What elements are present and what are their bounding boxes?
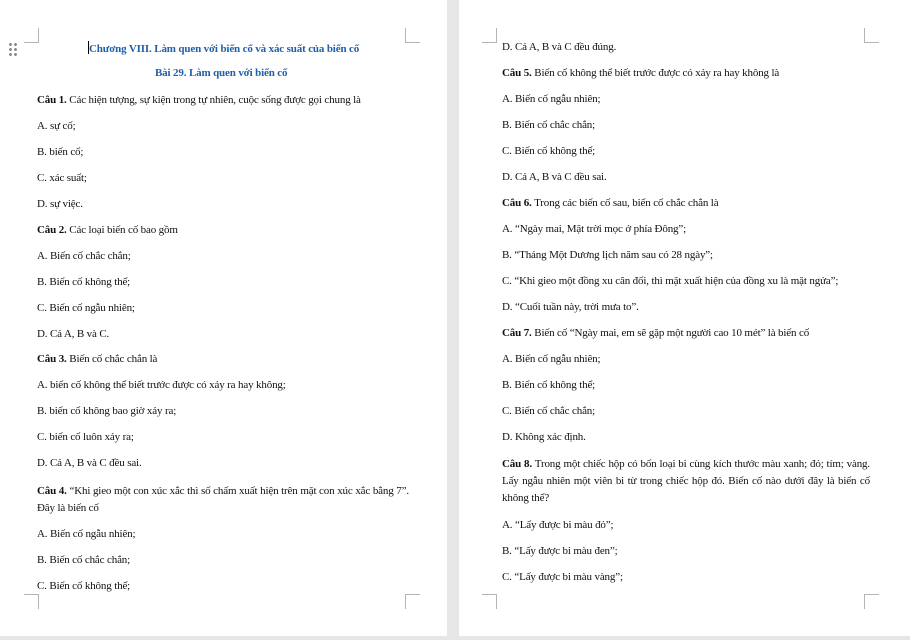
q2-option-c: C. Biến cố ngẫu nhiên; [37,302,135,314]
chapter-heading: Chương VIII. Làm quen với biến cố và xác suất của biến cố [89,43,360,55]
q3-option-b: B. biến cố không bao giờ xảy ra; [37,405,177,417]
question-4: Câu 4. “Khi gieo một con xúc xắc thì số chấm xuất hiện trên mặt con xúc xắc bằng 7”. Đây là biến cố [37,485,409,514]
q5-option-c: C. Biến cố không thể; [502,145,596,157]
margin-corner-mark [24,594,39,609]
question-8: Câu 8. Trong một chiếc hộp có bốn loại bi cùng kích thước màu xanh; đỏ; tím; vàng. Lấy ngẫu nhiên một viên bi từ trong chiếc hộp đó. Biến cố nào dưới đây là biến cố không thể? [502,458,870,504]
q7-option-b: B. Biến cố không thể; [502,379,596,391]
q6-option-b: B. “Tháng Một Dương lịch năm sau có 28 ngày”; [502,249,713,261]
question-3: Câu 3. Biến cố chắc chắn là [37,353,158,365]
q6-option-d: D. “Cuối tuần này, trời mưa to”. [502,301,639,313]
q5-option-d: D. Cả A, B và C đều sai. [502,171,607,183]
q1-option-d: D. sự việc. [37,198,83,210]
lesson-heading: Bài 29. Làm quen với biến cố [155,67,288,79]
q7-option-d: D. Không xác định. [502,431,586,443]
q3-option-a: A. biến cố không thể biết trước được có xảy ra hay không; [37,379,286,391]
margin-corner-mark [482,28,497,43]
question-2: Câu 2. Các loại biến cố bao gồm [37,224,178,236]
q8-option-a: A. “Lấy được bi màu đỏ”; [502,519,614,531]
margin-corner-mark [864,594,879,609]
q3-option-d: D. Cả A, B và C đều sai. [37,457,142,469]
q3-option-c: C. biến cố luôn xảy ra; [37,431,134,443]
q5-option-b: B. Biến cố chắc chắn; [502,119,596,131]
document-page-right [459,0,910,636]
q4-option-d: D. Cả A, B và C đều đúng. [502,41,617,53]
q1-option-b: B. biến cố; [37,146,84,158]
drag-handle-icon[interactable] [8,42,18,58]
q6-option-c: C. “Khi gieo một đồng xu cân đối, thì mặt xuất hiện của đồng xu là mặt ngửa”; [502,275,839,287]
q8-option-c: C. “Lấy được bi màu vàng”; [502,571,623,583]
margin-corner-mark [405,594,420,609]
q4-option-b: B. Biến cố chắc chắn; [37,554,131,566]
q2-option-a: A. Biến cố chắc chắn; [37,250,131,262]
q1-option-c: C. xác suất; [37,172,87,184]
margin-corner-mark [864,28,879,43]
question-6: Câu 6. Trong các biến cố sau, biến cố chắc chắn là [502,197,719,209]
q4-option-a: A. Biến cố ngẫu nhiên; [37,528,136,540]
q2-option-d: D. Cả A, B và C. [37,328,110,340]
margin-corner-mark [482,594,497,609]
question-1: Câu 1. Các hiện tượng, sự kiện trong tự nhiên, cuộc sống được gọi chung là [37,94,361,106]
q4-option-c: C. Biến cố không thể; [37,580,131,592]
q7-option-a: A. Biến cố ngẫu nhiên; [502,353,601,365]
margin-corner-mark [405,28,420,43]
q5-option-a: A. Biến cố ngẫu nhiên; [502,93,601,105]
q1-option-a: A. sự cố; [37,120,76,132]
question-5: Câu 5. Biến cố không thể biết trước được có xảy ra hay không là [502,67,780,79]
document-page-left [0,0,447,636]
q2-option-b: B. Biến cố không thể; [37,276,131,288]
question-7: Câu 7. Biến cố “Ngày mai, em sẽ gặp một người cao 10 mét” là biến cố [502,327,810,339]
margin-corner-mark [24,28,39,43]
q6-option-a: A. “Ngày mai, Mặt trời mọc ở phía Đông”; [502,223,687,235]
q7-option-c: C. Biến cố chắc chắn; [502,405,596,417]
q8-option-b: B. “Lấy được bi màu đen”; [502,545,618,557]
